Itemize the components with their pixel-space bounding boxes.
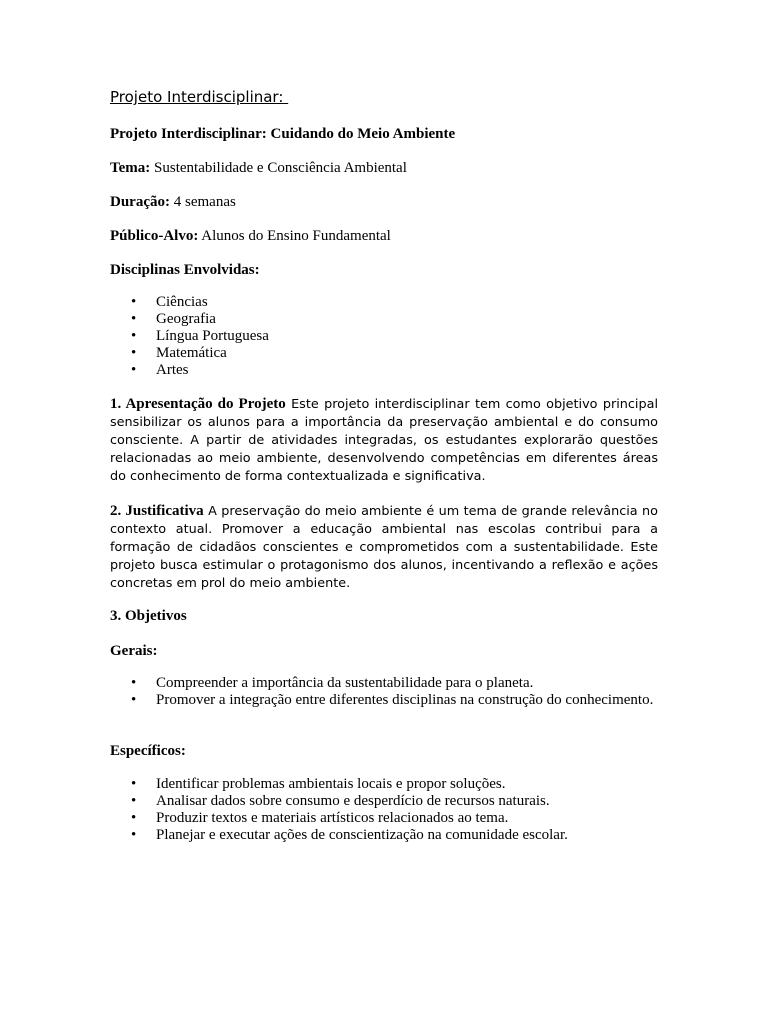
list-item-text: Planejar e executar ações de conscientização na comunidade escolar. [156,827,568,843]
bullet-icon: • [131,675,137,691]
list-item-text: Identificar problemas ambientais locais e propor soluções. [156,776,506,792]
project-title [110,125,455,143]
list-item [110,362,658,379]
bullet-icon: • [131,776,137,792]
disciplinas-heading [110,261,260,279]
duracao-value: 4 semanas [170,194,236,210]
gerais-list [110,675,658,709]
list-item [110,311,658,328]
list-item-text: Matemática [156,345,227,361]
bullet-icon: • [131,362,137,378]
list-item [110,675,658,692]
list-item [110,827,658,844]
bullet-icon: • [131,311,137,327]
publico-label: Público-Alvo: [110,228,199,244]
justificativa-label: 2. Justificativa [110,503,204,519]
apresentacao-label: 1. Apresentação do Projeto [110,396,286,412]
list-item-text: Artes [156,362,189,378]
apresentacao-text: Este projeto interdisciplinar tem como objetivo principal sensibilizar os alunos para a importância da preservação ambiental e do consumo consciente. A partir de atividades integradas, os estudantes explorarão questões relacionadas ao meio ambiente, desenvolvendo competências em diferentes áreas do conhecimento de forma contextualizada e significativa. [110,397,659,484]
duracao-label: Duração: [110,194,170,210]
list-item [110,810,658,827]
disciplinas-label: Disciplinas Envolvidas: [110,262,260,278]
list-item-text: Analisar dados sobre consumo e desperdício de recursos naturais. [156,793,550,809]
objetivos-heading [110,607,187,625]
tema-value: Sustentabilidade e Consciência Ambiental [150,160,407,176]
gerais-label: Gerais: [110,643,158,659]
objetivos-label: 3. Objetivos [110,608,187,624]
disciplinas-list [110,294,658,379]
document-heading: Projeto Interdisciplinar: [110,88,289,106]
list-item-text: Língua Portuguesa [156,328,269,344]
especificos-label: Específicos: [110,743,186,759]
especificos-heading [110,742,186,760]
project-title-text: Projeto Interdisciplinar: Cuidando do Meio Ambiente [110,126,456,142]
list-item-text: Geografia [156,311,216,327]
list-item-text: Compreender a importância da sustentabilidade para o planeta. [156,675,534,691]
bullet-icon: • [131,345,137,361]
gerais-heading [110,642,157,660]
list-item [110,294,658,311]
list-item [110,345,658,362]
justificativa-paragraph [110,502,658,593]
apresentacao-paragraph [110,395,658,486]
bullet-icon: • [131,827,137,843]
bullet-icon: • [131,810,137,826]
list-item-text: Promover a integração entre diferentes disciplinas na construção do conhecimento. [156,692,654,708]
bullet-icon: • [131,692,137,708]
publico-line [110,227,391,245]
especificos-list [110,776,658,844]
bullet-icon: • [131,294,137,310]
list-item-text: Produzir textos e materiais artísticos relacionados ao tema. [156,810,509,826]
bullet-icon: • [131,793,137,809]
list-item [110,328,658,345]
tema-line [110,159,407,177]
list-item [110,776,658,793]
duracao-line [110,193,236,211]
justificativa-text: A preservação do meio ambiente é um tema de grande relevância no contexto atual. Promover a educação ambiental nas escolas contribui para a formação de cidadãos conscientes e comprometidos com a sustentabilidade. Este projeto busca estimular o protagonismo dos alunos, incentivando a reflexão e ações concretas em prol do meio ambiente. [110,504,658,591]
list-item [110,793,658,810]
list-item [110,692,658,709]
bullet-icon: • [131,328,137,344]
tema-label: Tema: [110,160,151,176]
list-item-text: Ciências [156,294,208,310]
publico-value: Alunos do Ensino Fundamental [198,228,391,244]
